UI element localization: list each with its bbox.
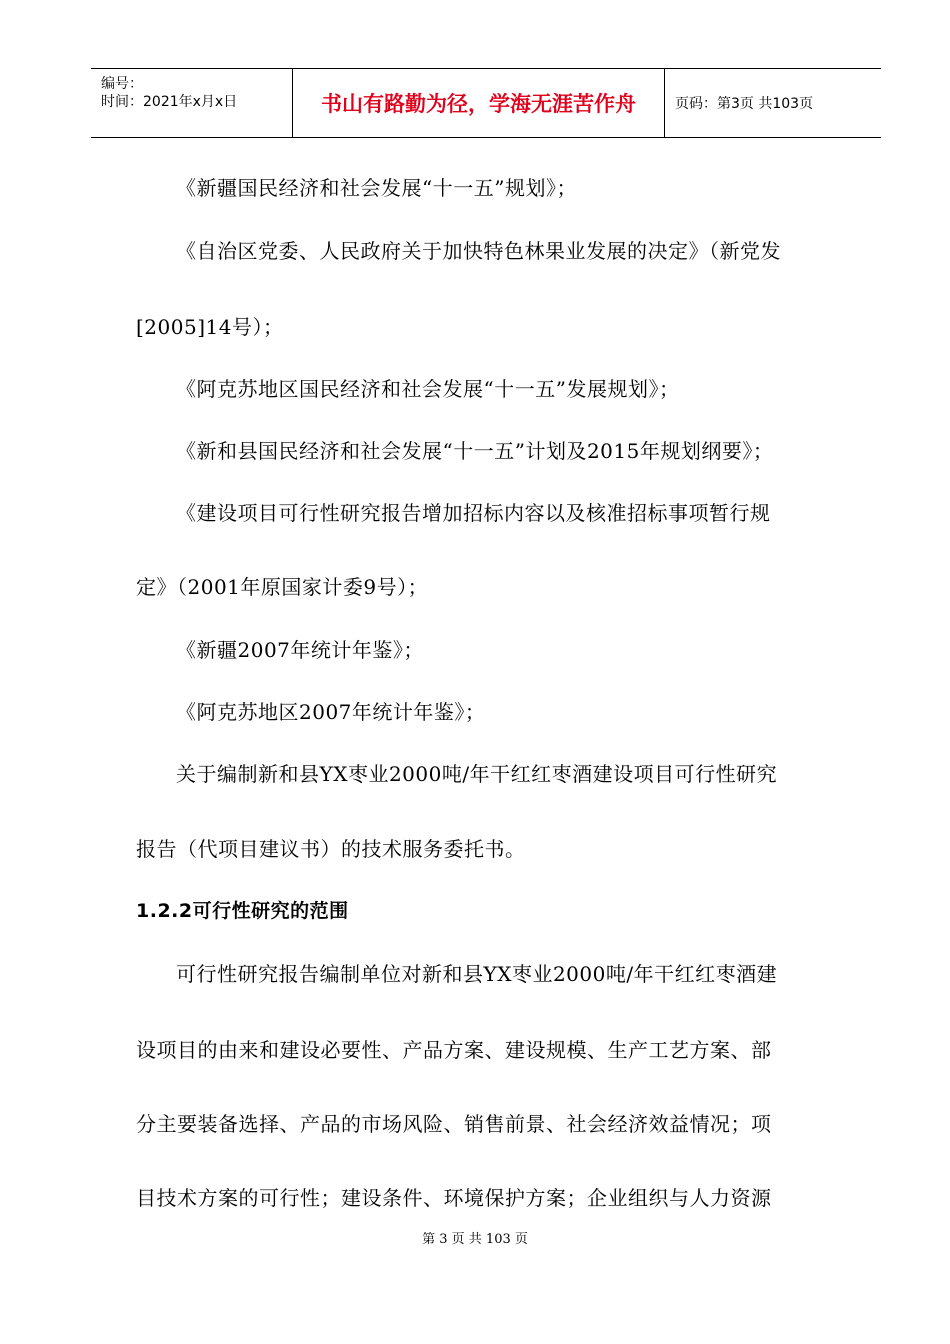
document-time-label: 时间：2021年x月x日	[101, 94, 238, 110]
header-motto: 书山有路勤为径，学海无涯苦作舟	[321, 92, 636, 116]
body-line: 《建设项目可行性研究报告增加招标内容以及核准招标事项暂行规	[176, 501, 771, 525]
body-line: 《新疆国民经济和社会发展“十一五”规划》；	[176, 176, 577, 200]
body-line: 定》（2001年原国家计委9号）；	[136, 575, 429, 599]
body-line: 关于编制新和县YX枣业2000吨/年干红红枣酒建设项目可行性研究	[176, 762, 778, 786]
page-header	[91, 68, 881, 138]
body-line: 分主要装备选择、产品的市场风险、销售前景、社会经济效益情况；项	[136, 1112, 772, 1136]
page-footer: 第 3 页 共 103 页	[422, 1232, 528, 1247]
body-line: 设项目的由来和建设必要性、产品方案、建设规模、生产工艺方案、部	[136, 1038, 772, 1062]
header-meta-cell	[91, 69, 293, 137]
header-page-info: 页码：第3页 共103页	[675, 96, 814, 112]
body-line: 《阿克苏地区国民经济和社会发展“十一五”发展规划》；	[176, 377, 680, 401]
body-line: 《阿克苏地区2007年统计年鉴》；	[176, 700, 486, 724]
section-heading: 1.2.2可行性研究的范围	[136, 900, 349, 922]
body-line: 报告（代项目建议书）的技术服务委托书。	[136, 837, 526, 861]
body-line: 《新疆2007年统计年鉴》；	[176, 638, 424, 662]
body-line: 可行性研究报告编制单位对新和县YX枣业2000吨/年干红红枣酒建	[176, 962, 778, 986]
header-page-cell	[665, 69, 881, 137]
document-number-label: 编号：	[101, 76, 143, 92]
header-motto-cell	[293, 69, 665, 137]
body-line: [2005]14号）；	[136, 315, 284, 339]
body-line: 《新和县国民经济和社会发展“十一五”计划及2015年规划纲要》；	[176, 439, 774, 463]
body-line: 目技术方案的可行性；建设条件、环境保护方案；企业组织与人力资源	[136, 1186, 772, 1210]
body-line: 《自治区党委、人民政府关于加快特色林果业发展的决定》（新党发	[176, 239, 781, 263]
